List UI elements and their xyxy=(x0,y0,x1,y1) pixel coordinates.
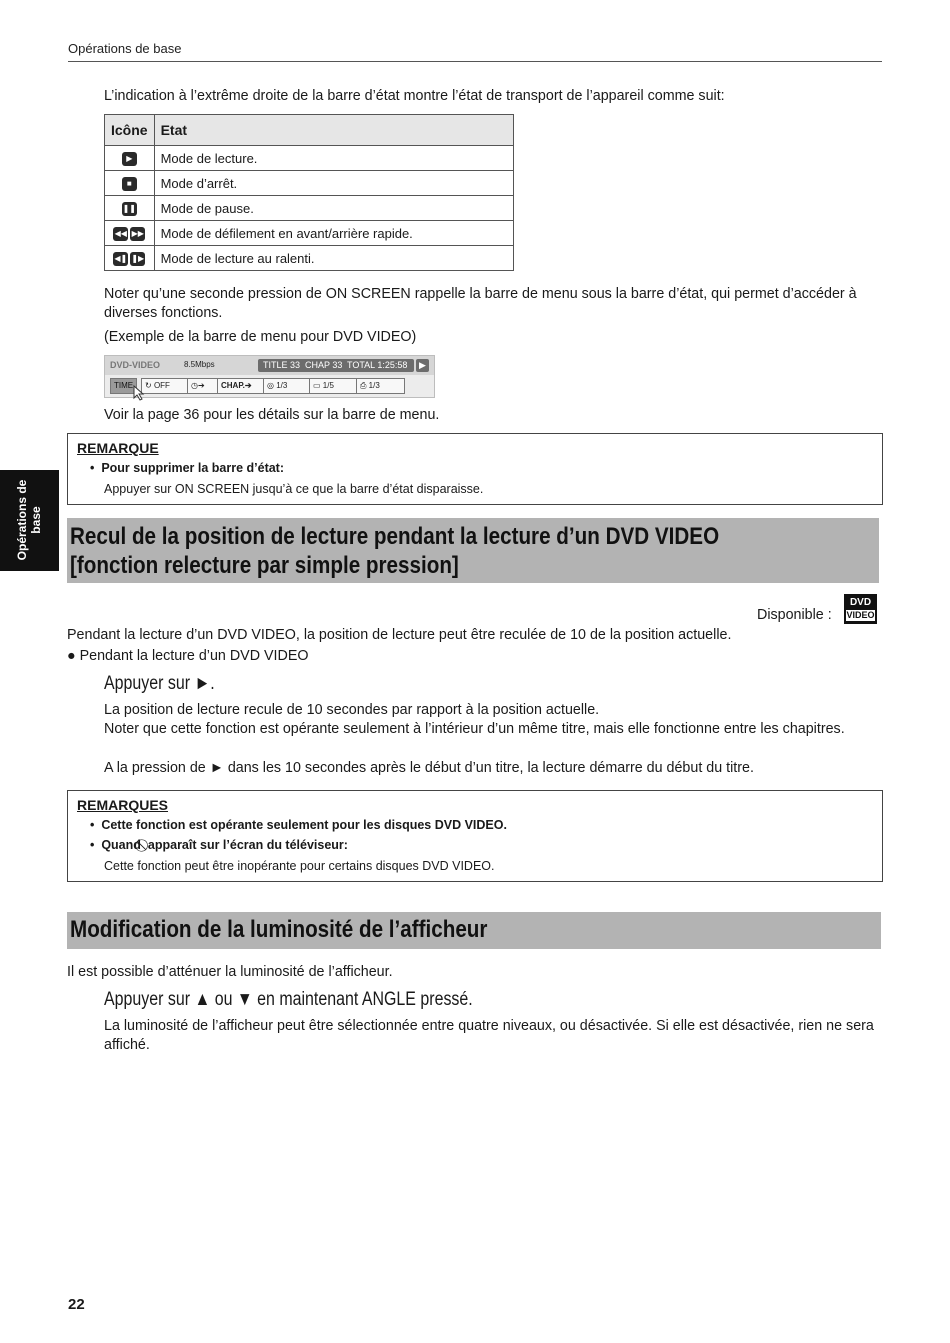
fast-forward-icon: ▶▶ xyxy=(130,227,145,241)
column-header-state: Etat xyxy=(154,115,513,146)
logo-bottom: VIDEO xyxy=(846,610,875,620)
section-title-line2: [fonction relecture par simple pression] xyxy=(70,552,459,579)
audio-value: 1/3 xyxy=(276,381,288,390)
state-text: Mode d’arrêt. xyxy=(154,171,513,196)
page-number: 22 xyxy=(68,1296,85,1313)
table-row xyxy=(105,171,514,196)
slow-reverse-icon: ◀❚ xyxy=(113,252,128,266)
logo-top: DVD xyxy=(849,597,872,608)
remarques-bullet-1: • Cette fonction est opérante seulement pour les disques DVD VIDEO. xyxy=(90,818,507,832)
state-text: Mode de lecture. xyxy=(154,146,513,171)
bitrate-label: 8.5Mbps xyxy=(184,360,215,369)
repeat-icon: ↻ xyxy=(145,381,152,390)
example-caption: (Exemple de la barre de menu pour DVD VIDEO) xyxy=(104,329,417,345)
section2-step: Appuyer sur ▲ ou ▼ en maintenant ANGLE pressé. xyxy=(104,989,473,1010)
remarque-box xyxy=(67,433,883,505)
menu-bar-example xyxy=(104,355,435,398)
section-heading-bar-2 xyxy=(67,912,881,949)
section2-paragraph: Il est possible d’atténuer la luminosité de l’afficheur. xyxy=(67,964,393,980)
column-header-icon: Icône xyxy=(105,115,155,146)
intro-paragraph: L’indication à l’extrême droite de la barre d’état montre l’état de transport de l’appareil comme suit: xyxy=(104,88,725,104)
clock-icon: ◷➔ xyxy=(191,381,205,390)
state-text: Mode de pause. xyxy=(154,196,513,221)
remarque-text: Appuyer sur ON SCREEN jusqu’à ce que la barre d’état disparaisse. xyxy=(104,482,484,496)
stop-icon: ■ xyxy=(122,177,137,191)
play-state-icon: ▶ xyxy=(416,359,429,372)
dvd-video-logo xyxy=(844,594,877,624)
repeat-button[interactable] xyxy=(141,378,191,394)
table-row xyxy=(105,196,514,221)
subtitle-icon: ▭ xyxy=(313,381,321,390)
running-header: Opérations de base xyxy=(68,41,182,56)
section-heading-bar xyxy=(67,518,879,583)
chapter-button-label: CHAP. xyxy=(221,381,245,390)
step-detail-2: Noter que cette fonction est opérante seulement à l’intérieur d’un même titre, mais elle fonctionne entre les chapitres. xyxy=(104,721,845,737)
header-rule xyxy=(68,61,882,62)
status-bar-row xyxy=(105,356,434,375)
onscreen-paragraph: Noter qu’une seconde pression de ON SCREEN rappelle la barre de menu sous la barre d’état, qui permet d’accéder à diverses fonctions. xyxy=(104,286,857,321)
play-icon: ▶ xyxy=(122,152,137,166)
step-instruction: Appuyer sur ►. xyxy=(104,673,215,694)
side-tab-label: Opérations de base xyxy=(15,479,43,561)
subtitle-value: 1/5 xyxy=(322,381,334,390)
rewind-icon: ◀◀ xyxy=(113,227,128,241)
audio-button[interactable] xyxy=(263,378,312,394)
bullet-text: apparaît sur l’écran du téléviseur: xyxy=(147,838,348,852)
title-indicator: TITLE 33 xyxy=(258,359,305,372)
remarques-box xyxy=(67,790,883,882)
time-button[interactable]: TIME xyxy=(110,378,137,394)
transport-state-table xyxy=(104,114,514,271)
table-row xyxy=(105,221,514,246)
remarques-title: REMARQUES xyxy=(77,797,169,813)
subtitle-button[interactable] xyxy=(309,378,358,394)
bullet-text: Pour supprimer la barre d’état: xyxy=(101,461,285,475)
section2-title: Modification de la luminosité de l’afficheur xyxy=(70,916,488,943)
angle-button[interactable] xyxy=(356,378,405,394)
remarques-text: Cette fonction peut être inopérante pour certains disques DVD VIDEO. xyxy=(104,859,495,873)
camera-icon: ⎙ xyxy=(360,381,367,390)
section2-step-text: La luminosité de l’afficheur peut être sélectionnée entre quatre niveaux, ou désactivée. Si elle est désactivée, rien ne sera affiché. xyxy=(104,1018,874,1053)
remarque-title: REMARQUE xyxy=(77,440,159,456)
chapter-search-button[interactable]: CHAP.➔ xyxy=(217,378,267,394)
slow-forward-icon: ❚▶ xyxy=(130,252,145,266)
table-row xyxy=(105,246,514,271)
bullet-text: Cette fonction est opérante seulement pour les disques DVD VIDEO. xyxy=(101,818,507,832)
step-detail-1: La position de lecture recule de 10 secondes par rapport à la position actuelle. xyxy=(104,702,600,718)
remarque-bullet: • Pour supprimer la barre d’état: xyxy=(90,461,285,475)
see-page-note: Voir la page 36 pour les détails sur la barre de menu. xyxy=(104,407,440,423)
step-detail-3: A la pression de ► dans les 10 secondes après le début d’un titre, la lecture démarre du début du titre. xyxy=(104,760,754,776)
angle-value: 1/3 xyxy=(368,381,380,390)
total-time-indicator: TOTAL 1:25:58 xyxy=(342,359,414,372)
section-title-line1: Recul de la position de lecture pendant la lecture d’un DVD VIDEO xyxy=(70,523,720,550)
side-tab xyxy=(0,470,59,571)
remarques-bullet-2: • Quand apparaît sur l’écran du téléviseur: xyxy=(90,838,348,852)
condition-line: ● Pendant la lecture d’un DVD VIDEO xyxy=(67,648,309,664)
repeat-value: OFF xyxy=(153,381,170,390)
state-text: Mode de défilement en avant/arrière rapide. xyxy=(154,221,513,246)
cursor-icon xyxy=(133,385,145,401)
state-text: Mode de lecture au ralenti. xyxy=(154,246,513,271)
table-row xyxy=(105,146,514,171)
available-label: Disponible : xyxy=(757,607,832,623)
bullet-text: Quand xyxy=(101,838,141,852)
pause-icon: ❚❚ xyxy=(122,202,137,216)
audio-icon: ◎ xyxy=(267,381,274,390)
disc-type-label: DVD-VIDEO xyxy=(110,360,161,370)
section1-paragraph: Pendant la lecture d’un DVD VIDEO, la position de lecture peut être reculée de 10 de la position actuelle. xyxy=(67,627,732,643)
condition-text: Pendant la lecture d’un DVD VIDEO xyxy=(79,648,309,664)
chapter-indicator: CHAP 33 xyxy=(300,359,347,372)
